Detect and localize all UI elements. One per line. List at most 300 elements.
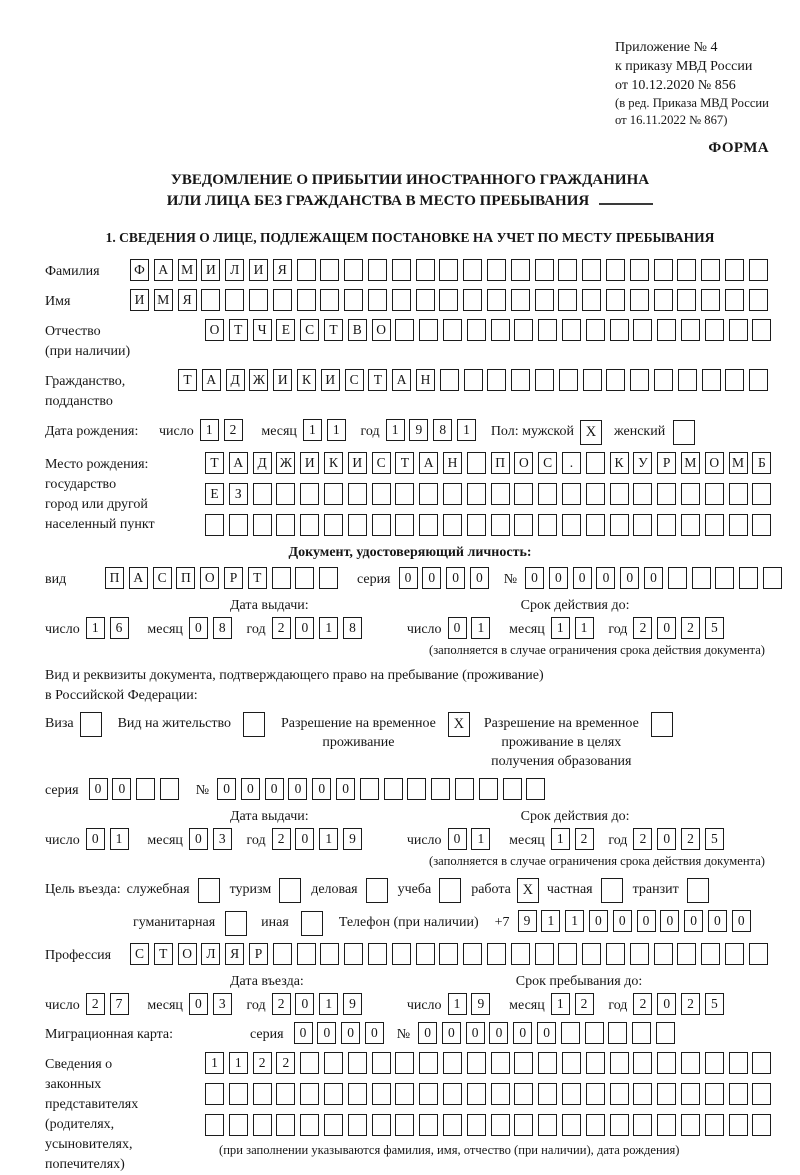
char-cell[interactable] bbox=[702, 369, 721, 391]
char-cell[interactable] bbox=[276, 1114, 295, 1136]
char-cell[interactable] bbox=[395, 1052, 414, 1074]
char-cell[interactable]: 0 bbox=[189, 993, 208, 1015]
char-cell[interactable] bbox=[752, 1083, 771, 1105]
char-cell[interactable] bbox=[654, 369, 673, 391]
char-cell[interactable] bbox=[705, 514, 724, 536]
char-cell[interactable]: З bbox=[229, 483, 248, 505]
char-cell[interactable] bbox=[372, 483, 391, 505]
char-cell[interactable] bbox=[455, 778, 474, 800]
char-cell[interactable]: Т bbox=[205, 452, 224, 474]
char-cell[interactable] bbox=[610, 319, 629, 341]
char-cell[interactable]: И bbox=[273, 369, 292, 391]
char-cell[interactable]: Р bbox=[224, 567, 243, 589]
char-cell[interactable] bbox=[384, 778, 403, 800]
char-cell[interactable] bbox=[273, 943, 292, 965]
char-cell[interactable] bbox=[300, 514, 319, 536]
char-cell[interactable] bbox=[443, 514, 462, 536]
char-cell[interactable] bbox=[538, 514, 557, 536]
char-cell[interactable] bbox=[558, 943, 577, 965]
char-cell[interactable] bbox=[630, 369, 649, 391]
char-cell[interactable] bbox=[372, 1083, 391, 1105]
char-cell[interactable] bbox=[729, 483, 748, 505]
char-cell[interactable]: 1 bbox=[448, 993, 467, 1015]
char-cell[interactable] bbox=[514, 319, 533, 341]
char-cell[interactable]: 0 bbox=[422, 567, 441, 589]
char-cell[interactable] bbox=[586, 1052, 605, 1074]
char-cell[interactable] bbox=[677, 289, 696, 311]
char-cell[interactable] bbox=[725, 369, 744, 391]
char-cell[interactable] bbox=[558, 289, 577, 311]
char-cell[interactable] bbox=[749, 369, 768, 391]
char-cell[interactable]: 0 bbox=[537, 1022, 556, 1044]
char-cell[interactable] bbox=[467, 1114, 486, 1136]
business-checkbox[interactable] bbox=[366, 878, 388, 903]
char-cell[interactable] bbox=[439, 289, 458, 311]
char-cell[interactable] bbox=[657, 1083, 676, 1105]
char-cell[interactable]: 1 bbox=[303, 419, 322, 441]
char-cell[interactable] bbox=[431, 778, 450, 800]
char-cell[interactable] bbox=[606, 289, 625, 311]
char-cell[interactable]: 3 bbox=[213, 993, 232, 1015]
char-cell[interactable] bbox=[705, 483, 724, 505]
char-cell[interactable] bbox=[419, 319, 438, 341]
char-cell[interactable]: 0 bbox=[189, 617, 208, 639]
char-cell[interactable] bbox=[749, 259, 768, 281]
char-cell[interactable]: С bbox=[538, 452, 557, 474]
char-cell[interactable] bbox=[749, 943, 768, 965]
char-cell[interactable] bbox=[419, 1052, 438, 1074]
char-cell[interactable]: 2 bbox=[575, 828, 594, 850]
char-cell[interactable] bbox=[514, 1114, 533, 1136]
char-cell[interactable]: 0 bbox=[525, 567, 544, 589]
char-cell[interactable]: М bbox=[178, 259, 197, 281]
char-cell[interactable] bbox=[610, 1114, 629, 1136]
char-cell[interactable] bbox=[467, 514, 486, 536]
char-cell[interactable]: 0 bbox=[637, 910, 656, 932]
char-cell[interactable] bbox=[443, 483, 462, 505]
char-cell[interactable]: А bbox=[129, 567, 148, 589]
char-cell[interactable] bbox=[491, 483, 510, 505]
char-cell[interactable]: 0 bbox=[660, 910, 679, 932]
char-cell[interactable] bbox=[392, 259, 411, 281]
char-cell[interactable] bbox=[729, 1114, 748, 1136]
char-cell[interactable] bbox=[360, 778, 379, 800]
char-cell[interactable] bbox=[511, 259, 530, 281]
char-cell[interactable] bbox=[681, 319, 700, 341]
char-cell[interactable]: 1 bbox=[86, 617, 105, 639]
char-cell[interactable]: 5 bbox=[705, 617, 724, 639]
char-cell[interactable] bbox=[395, 1114, 414, 1136]
char-cell[interactable] bbox=[511, 369, 530, 391]
char-cell[interactable]: 1 bbox=[541, 910, 560, 932]
char-cell[interactable]: 0 bbox=[86, 828, 105, 850]
char-cell[interactable]: 0 bbox=[189, 828, 208, 850]
char-cell[interactable] bbox=[535, 943, 554, 965]
char-cell[interactable]: . bbox=[562, 452, 581, 474]
char-cell[interactable] bbox=[558, 259, 577, 281]
char-cell[interactable] bbox=[729, 1052, 748, 1074]
char-cell[interactable]: Б bbox=[752, 452, 771, 474]
char-cell[interactable] bbox=[272, 567, 291, 589]
char-cell[interactable] bbox=[633, 319, 652, 341]
char-cell[interactable] bbox=[324, 1114, 343, 1136]
char-cell[interactable]: 1 bbox=[319, 828, 338, 850]
char-cell[interactable]: 0 bbox=[294, 1022, 313, 1044]
char-cell[interactable] bbox=[392, 289, 411, 311]
char-cell[interactable] bbox=[487, 943, 506, 965]
char-cell[interactable]: К bbox=[324, 452, 343, 474]
char-cell[interactable]: 0 bbox=[295, 993, 314, 1015]
char-cell[interactable] bbox=[443, 1083, 462, 1105]
char-cell[interactable] bbox=[725, 943, 744, 965]
char-cell[interactable] bbox=[253, 1083, 272, 1105]
char-cell[interactable]: И bbox=[201, 259, 220, 281]
char-cell[interactable]: 0 bbox=[317, 1022, 336, 1044]
char-cell[interactable] bbox=[514, 1052, 533, 1074]
char-cell[interactable] bbox=[320, 259, 339, 281]
char-cell[interactable] bbox=[681, 1083, 700, 1105]
char-cell[interactable] bbox=[677, 943, 696, 965]
char-cell[interactable] bbox=[729, 1083, 748, 1105]
char-cell[interactable] bbox=[681, 1052, 700, 1074]
char-cell[interactable] bbox=[763, 567, 782, 589]
char-cell[interactable]: 0 bbox=[657, 828, 676, 850]
char-cell[interactable]: 0 bbox=[217, 778, 236, 800]
char-cell[interactable] bbox=[630, 943, 649, 965]
char-cell[interactable]: 2 bbox=[633, 617, 652, 639]
female-checkbox[interactable] bbox=[673, 420, 695, 445]
char-cell[interactable] bbox=[538, 1083, 557, 1105]
char-cell[interactable] bbox=[677, 259, 696, 281]
char-cell[interactable] bbox=[583, 369, 602, 391]
char-cell[interactable] bbox=[440, 369, 459, 391]
char-cell[interactable]: Т bbox=[368, 369, 387, 391]
char-cell[interactable]: С bbox=[130, 943, 149, 965]
char-cell[interactable]: 0 bbox=[684, 910, 703, 932]
char-cell[interactable]: 0 bbox=[295, 617, 314, 639]
char-cell[interactable] bbox=[201, 289, 220, 311]
char-cell[interactable] bbox=[467, 1052, 486, 1074]
char-cell[interactable]: 8 bbox=[213, 617, 232, 639]
char-cell[interactable]: Ж bbox=[249, 369, 268, 391]
char-cell[interactable] bbox=[562, 514, 581, 536]
char-cell[interactable] bbox=[276, 1083, 295, 1105]
char-cell[interactable]: 9 bbox=[343, 828, 362, 850]
char-cell[interactable] bbox=[752, 1052, 771, 1074]
char-cell[interactable]: 2 bbox=[681, 993, 700, 1015]
char-cell[interactable] bbox=[538, 319, 557, 341]
char-cell[interactable] bbox=[419, 514, 438, 536]
char-cell[interactable] bbox=[725, 259, 744, 281]
private-checkbox[interactable] bbox=[601, 878, 623, 903]
char-cell[interactable]: 1 bbox=[551, 993, 570, 1015]
char-cell[interactable] bbox=[705, 1114, 724, 1136]
char-cell[interactable] bbox=[752, 1114, 771, 1136]
char-cell[interactable] bbox=[273, 289, 292, 311]
study-checkbox[interactable] bbox=[439, 878, 461, 903]
char-cell[interactable] bbox=[608, 1022, 627, 1044]
char-cell[interactable]: 2 bbox=[224, 419, 243, 441]
char-cell[interactable] bbox=[467, 483, 486, 505]
char-cell[interactable] bbox=[630, 259, 649, 281]
char-cell[interactable] bbox=[657, 483, 676, 505]
char-cell[interactable]: 5 bbox=[705, 993, 724, 1015]
char-cell[interactable] bbox=[407, 778, 426, 800]
char-cell[interactable]: П bbox=[105, 567, 124, 589]
char-cell[interactable] bbox=[395, 514, 414, 536]
transit-checkbox[interactable] bbox=[687, 878, 709, 903]
char-cell[interactable] bbox=[514, 1083, 533, 1105]
tourism-checkbox[interactable] bbox=[279, 878, 301, 903]
char-cell[interactable] bbox=[439, 259, 458, 281]
char-cell[interactable] bbox=[657, 514, 676, 536]
char-cell[interactable] bbox=[479, 778, 498, 800]
char-cell[interactable]: 2 bbox=[681, 828, 700, 850]
char-cell[interactable] bbox=[633, 483, 652, 505]
char-cell[interactable]: 0 bbox=[489, 1022, 508, 1044]
char-cell[interactable]: М bbox=[681, 452, 700, 474]
char-cell[interactable] bbox=[229, 1114, 248, 1136]
char-cell[interactable]: 0 bbox=[657, 617, 676, 639]
char-cell[interactable]: 0 bbox=[732, 910, 751, 932]
char-cell[interactable] bbox=[511, 289, 530, 311]
char-cell[interactable] bbox=[344, 259, 363, 281]
char-cell[interactable] bbox=[752, 319, 771, 341]
char-cell[interactable]: Ф bbox=[130, 259, 149, 281]
char-cell[interactable]: А bbox=[392, 369, 411, 391]
char-cell[interactable]: 1 bbox=[327, 419, 346, 441]
char-cell[interactable]: 0 bbox=[312, 778, 331, 800]
char-cell[interactable] bbox=[467, 319, 486, 341]
char-cell[interactable]: Д bbox=[253, 452, 272, 474]
char-cell[interactable]: 0 bbox=[596, 567, 615, 589]
char-cell[interactable] bbox=[729, 319, 748, 341]
char-cell[interactable] bbox=[348, 1114, 367, 1136]
char-cell[interactable]: 0 bbox=[446, 567, 465, 589]
char-cell[interactable] bbox=[344, 289, 363, 311]
char-cell[interactable] bbox=[681, 483, 700, 505]
char-cell[interactable] bbox=[297, 289, 316, 311]
char-cell[interactable]: 0 bbox=[288, 778, 307, 800]
char-cell[interactable] bbox=[491, 319, 510, 341]
char-cell[interactable]: 9 bbox=[518, 910, 537, 932]
char-cell[interactable]: 9 bbox=[343, 993, 362, 1015]
char-cell[interactable]: 7 bbox=[110, 993, 129, 1015]
char-cell[interactable]: 0 bbox=[549, 567, 568, 589]
char-cell[interactable] bbox=[538, 1052, 557, 1074]
char-cell[interactable] bbox=[562, 1114, 581, 1136]
char-cell[interactable]: 1 bbox=[200, 419, 219, 441]
char-cell[interactable] bbox=[205, 514, 224, 536]
char-cell[interactable]: С bbox=[300, 319, 319, 341]
char-cell[interactable] bbox=[586, 483, 605, 505]
char-cell[interactable] bbox=[419, 483, 438, 505]
char-cell[interactable] bbox=[585, 1022, 604, 1044]
char-cell[interactable] bbox=[610, 1083, 629, 1105]
char-cell[interactable] bbox=[503, 778, 522, 800]
char-cell[interactable]: И bbox=[321, 369, 340, 391]
char-cell[interactable]: С bbox=[372, 452, 391, 474]
char-cell[interactable]: 0 bbox=[448, 828, 467, 850]
char-cell[interactable] bbox=[320, 943, 339, 965]
char-cell[interactable] bbox=[526, 778, 545, 800]
char-cell[interactable] bbox=[681, 514, 700, 536]
char-cell[interactable] bbox=[372, 1114, 391, 1136]
char-cell[interactable] bbox=[586, 1114, 605, 1136]
char-cell[interactable]: Т bbox=[395, 452, 414, 474]
temp-residence-edu-checkbox[interactable] bbox=[651, 712, 673, 737]
char-cell[interactable]: А bbox=[419, 452, 438, 474]
char-cell[interactable]: 0 bbox=[265, 778, 284, 800]
char-cell[interactable] bbox=[295, 567, 314, 589]
char-cell[interactable] bbox=[668, 567, 687, 589]
char-cell[interactable]: А bbox=[229, 452, 248, 474]
char-cell[interactable]: О bbox=[372, 319, 391, 341]
char-cell[interactable] bbox=[562, 1052, 581, 1074]
char-cell[interactable]: О bbox=[205, 319, 224, 341]
char-cell[interactable] bbox=[633, 1052, 652, 1074]
char-cell[interactable] bbox=[319, 567, 338, 589]
char-cell[interactable]: 0 bbox=[241, 778, 260, 800]
char-cell[interactable] bbox=[395, 1083, 414, 1105]
char-cell[interactable] bbox=[136, 778, 155, 800]
char-cell[interactable] bbox=[654, 289, 673, 311]
char-cell[interactable]: Я bbox=[178, 289, 197, 311]
visa-checkbox[interactable] bbox=[80, 712, 102, 737]
char-cell[interactable]: 9 bbox=[471, 993, 490, 1015]
char-cell[interactable]: О bbox=[200, 567, 219, 589]
char-cell[interactable] bbox=[368, 943, 387, 965]
char-cell[interactable] bbox=[491, 1114, 510, 1136]
char-cell[interactable] bbox=[739, 567, 758, 589]
char-cell[interactable] bbox=[372, 1052, 391, 1074]
char-cell[interactable] bbox=[606, 943, 625, 965]
char-cell[interactable]: 2 bbox=[633, 993, 652, 1015]
char-cell[interactable] bbox=[297, 943, 316, 965]
char-cell[interactable] bbox=[253, 514, 272, 536]
char-cell[interactable] bbox=[300, 483, 319, 505]
male-checkbox[interactable]: X bbox=[580, 420, 602, 445]
char-cell[interactable] bbox=[368, 289, 387, 311]
char-cell[interactable]: 6 bbox=[110, 617, 129, 639]
char-cell[interactable]: 2 bbox=[681, 617, 700, 639]
char-cell[interactable]: 0 bbox=[442, 1022, 461, 1044]
char-cell[interactable] bbox=[586, 319, 605, 341]
char-cell[interactable] bbox=[300, 1083, 319, 1105]
char-cell[interactable] bbox=[656, 1022, 675, 1044]
char-cell[interactable]: 1 bbox=[457, 419, 476, 441]
char-cell[interactable] bbox=[348, 483, 367, 505]
char-cell[interactable] bbox=[610, 1052, 629, 1074]
char-cell[interactable] bbox=[654, 259, 673, 281]
char-cell[interactable] bbox=[586, 1083, 605, 1105]
char-cell[interactable] bbox=[610, 514, 629, 536]
char-cell[interactable] bbox=[749, 289, 768, 311]
char-cell[interactable]: Ч bbox=[253, 319, 272, 341]
char-cell[interactable] bbox=[324, 514, 343, 536]
char-cell[interactable] bbox=[561, 1022, 580, 1044]
other-checkbox[interactable] bbox=[301, 911, 323, 936]
char-cell[interactable]: 1 bbox=[319, 993, 338, 1015]
char-cell[interactable]: 0 bbox=[295, 828, 314, 850]
char-cell[interactable]: А bbox=[202, 369, 221, 391]
char-cell[interactable]: С bbox=[153, 567, 172, 589]
char-cell[interactable]: Л bbox=[201, 943, 220, 965]
char-cell[interactable] bbox=[324, 1083, 343, 1105]
char-cell[interactable]: Д bbox=[226, 369, 245, 391]
char-cell[interactable]: 2 bbox=[253, 1052, 272, 1074]
char-cell[interactable] bbox=[348, 1052, 367, 1074]
char-cell[interactable] bbox=[229, 1083, 248, 1105]
char-cell[interactable] bbox=[632, 1022, 651, 1044]
char-cell[interactable]: Т bbox=[248, 567, 267, 589]
char-cell[interactable]: Т bbox=[324, 319, 343, 341]
char-cell[interactable] bbox=[324, 1052, 343, 1074]
char-cell[interactable]: 0 bbox=[418, 1022, 437, 1044]
char-cell[interactable] bbox=[491, 514, 510, 536]
char-cell[interactable]: 0 bbox=[657, 993, 676, 1015]
char-cell[interactable]: И bbox=[249, 259, 268, 281]
char-cell[interactable]: Л bbox=[225, 259, 244, 281]
char-cell[interactable]: 1 bbox=[471, 828, 490, 850]
char-cell[interactable]: 0 bbox=[470, 567, 489, 589]
char-cell[interactable] bbox=[535, 259, 554, 281]
char-cell[interactable] bbox=[300, 1052, 319, 1074]
char-cell[interactable] bbox=[705, 1083, 724, 1105]
char-cell[interactable] bbox=[395, 483, 414, 505]
char-cell[interactable] bbox=[491, 1052, 510, 1074]
char-cell[interactable] bbox=[633, 1083, 652, 1105]
char-cell[interactable] bbox=[464, 369, 483, 391]
char-cell[interactable]: 1 bbox=[205, 1052, 224, 1074]
char-cell[interactable] bbox=[368, 259, 387, 281]
char-cell[interactable] bbox=[606, 259, 625, 281]
char-cell[interactable]: 0 bbox=[613, 910, 632, 932]
char-cell[interactable] bbox=[205, 1114, 224, 1136]
char-cell[interactable]: 9 bbox=[409, 419, 428, 441]
char-cell[interactable] bbox=[419, 1083, 438, 1105]
char-cell[interactable] bbox=[297, 259, 316, 281]
char-cell[interactable] bbox=[511, 943, 530, 965]
char-cell[interactable] bbox=[538, 483, 557, 505]
char-cell[interactable]: 0 bbox=[112, 778, 131, 800]
temp-residence-checkbox[interactable]: X bbox=[448, 712, 470, 737]
char-cell[interactable]: 0 bbox=[466, 1022, 485, 1044]
char-cell[interactable]: Я bbox=[225, 943, 244, 965]
char-cell[interactable] bbox=[416, 943, 435, 965]
char-cell[interactable]: 1 bbox=[110, 828, 129, 850]
char-cell[interactable]: Т bbox=[229, 319, 248, 341]
char-cell[interactable]: П bbox=[176, 567, 195, 589]
char-cell[interactable] bbox=[249, 289, 268, 311]
char-cell[interactable]: 0 bbox=[513, 1022, 532, 1044]
char-cell[interactable] bbox=[439, 943, 458, 965]
char-cell[interactable] bbox=[300, 1114, 319, 1136]
char-cell[interactable]: В bbox=[348, 319, 367, 341]
char-cell[interactable]: 2 bbox=[633, 828, 652, 850]
char-cell[interactable] bbox=[487, 289, 506, 311]
char-cell[interactable]: 0 bbox=[644, 567, 663, 589]
char-cell[interactable] bbox=[725, 289, 744, 311]
char-cell[interactable] bbox=[160, 778, 179, 800]
char-cell[interactable] bbox=[701, 259, 720, 281]
char-cell[interactable]: Р bbox=[657, 452, 676, 474]
char-cell[interactable]: 0 bbox=[341, 1022, 360, 1044]
char-cell[interactable]: С bbox=[345, 369, 364, 391]
char-cell[interactable]: 1 bbox=[386, 419, 405, 441]
char-cell[interactable] bbox=[229, 514, 248, 536]
char-cell[interactable] bbox=[514, 514, 533, 536]
